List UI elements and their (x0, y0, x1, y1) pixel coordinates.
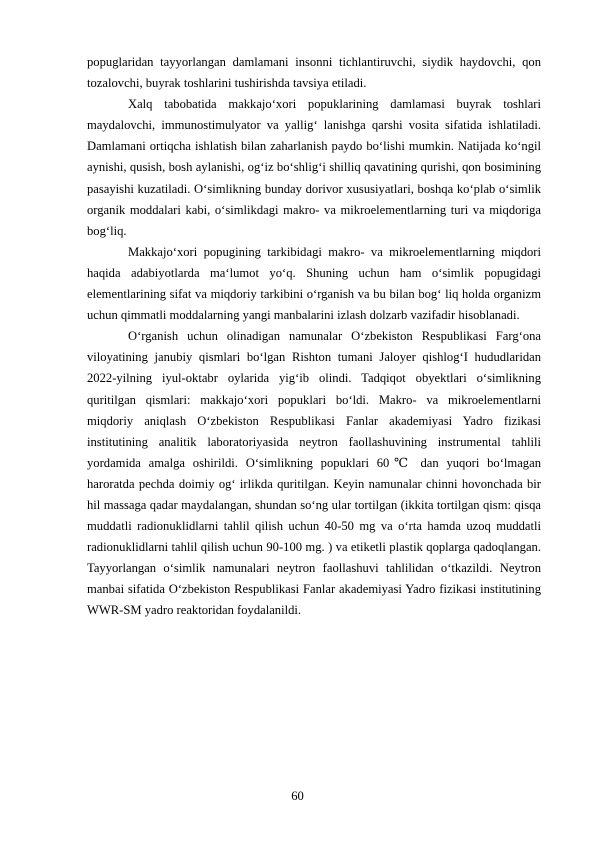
paragraph-research-gap: Makkajo‘xori popugining tarkibidagi makro- va mikroelementlarning miqdori haqida adabiyotlarda ma‘lumot yo‘q. Shuning uchun ham o‘simlik popugidagi elementlarining sifat va miqdoriy tarkibini o‘rganish va bu bilan bog‘ liq holda organizm uchun qimmatli moddalarning yangi manbalarini izlash dolzarb vazifadir hisoblanadi. (87, 244, 541, 323)
paragraph-continuation: popuglaridan tayyorlangan damlamani insonni tichlantiruvchi, siydik haydovchi, qon tozalovchi, buyrak toshlarini tushirishda tavsiya etiladi. (87, 55, 541, 91)
document-body (87, 52, 541, 622)
paragraph-folk-medicine: Xalq tabobatida makkajo‘xori popuklarining damlamasi buyrak toshlari maydalovchi, immunostimulyator va yallig‘ lanishga qarshi vosita sifatida ishlatiladi. Damlamani ortiqcha ishlatish bilan zaharlanish paydo bo‘lishi mumkin. Natijada ko‘ngil aynishi, qusish, bosh aylanishi, og‘iz bo‘shlig‘i shilliq qavatining qurishi, qon bosimining pasayishi kuzatiladi. O‘simlikning bunday dorivor xususiyatlari, boshqa ko‘plab o‘simlik organik moddalari kabi, o‘simlikdagi makro- va mikroelementlarning turi va miqdoriga bog‘liq. (87, 97, 541, 238)
paragraph-methods: O‘rganish uchun olinadigan namunalar O‘zbekiston Respublikasi Farg‘ona viloyatining janubiy qismlari bo‘lgan Rishton tumani Jaloyer qishlog‘I hududlaridan 2022-yilning iyul-oktabr oylarida yig‘ib olindi. Tadqiqot obyektlari o‘simlikning quritilgan qismlari: makkajo‘xori popuklari bo‘ldi. Makro- va mikroelementlarni miqdoriy aniqlash O‘zbekiston Respublikasi Fanlar akademiyasi Yadro fizikasi institutining analitik laboratoriyasida neytron faollashuvining instrumental tahlili yordamida amalga oshirildi. O‘simlikning popuklari 60℃ dan yuqori bo‘lmagan haroratda pechda doimiy og‘ irlikda quritilgan. Keyin namunalar chinni hovonchada bir hil massaga qadar maydalangan, shundan so‘ng ular tortilgan (ikkita tortilgan qism: qisqa muddatli radionuklidlarni tahlil qilish uchun 40-50 mg va o‘rta hamda uzoq muddatli radionuklidlarni tahlil qilish uchun 90-100 mg. ) va etiketli plastik qoplarga qadoqlangan. Tayyorlangan o‘simlik namunalari neytron faollashuvi tahlilidan o‘tkazildi. Neytron manbai sifatida O‘zbekiston Respublikasi Fanlar akademiyasi Yadro fizikasi institutining WWR-SM yadro reaktoridan foydalanildi. (87, 329, 541, 618)
page-number: 60 (291, 789, 304, 803)
